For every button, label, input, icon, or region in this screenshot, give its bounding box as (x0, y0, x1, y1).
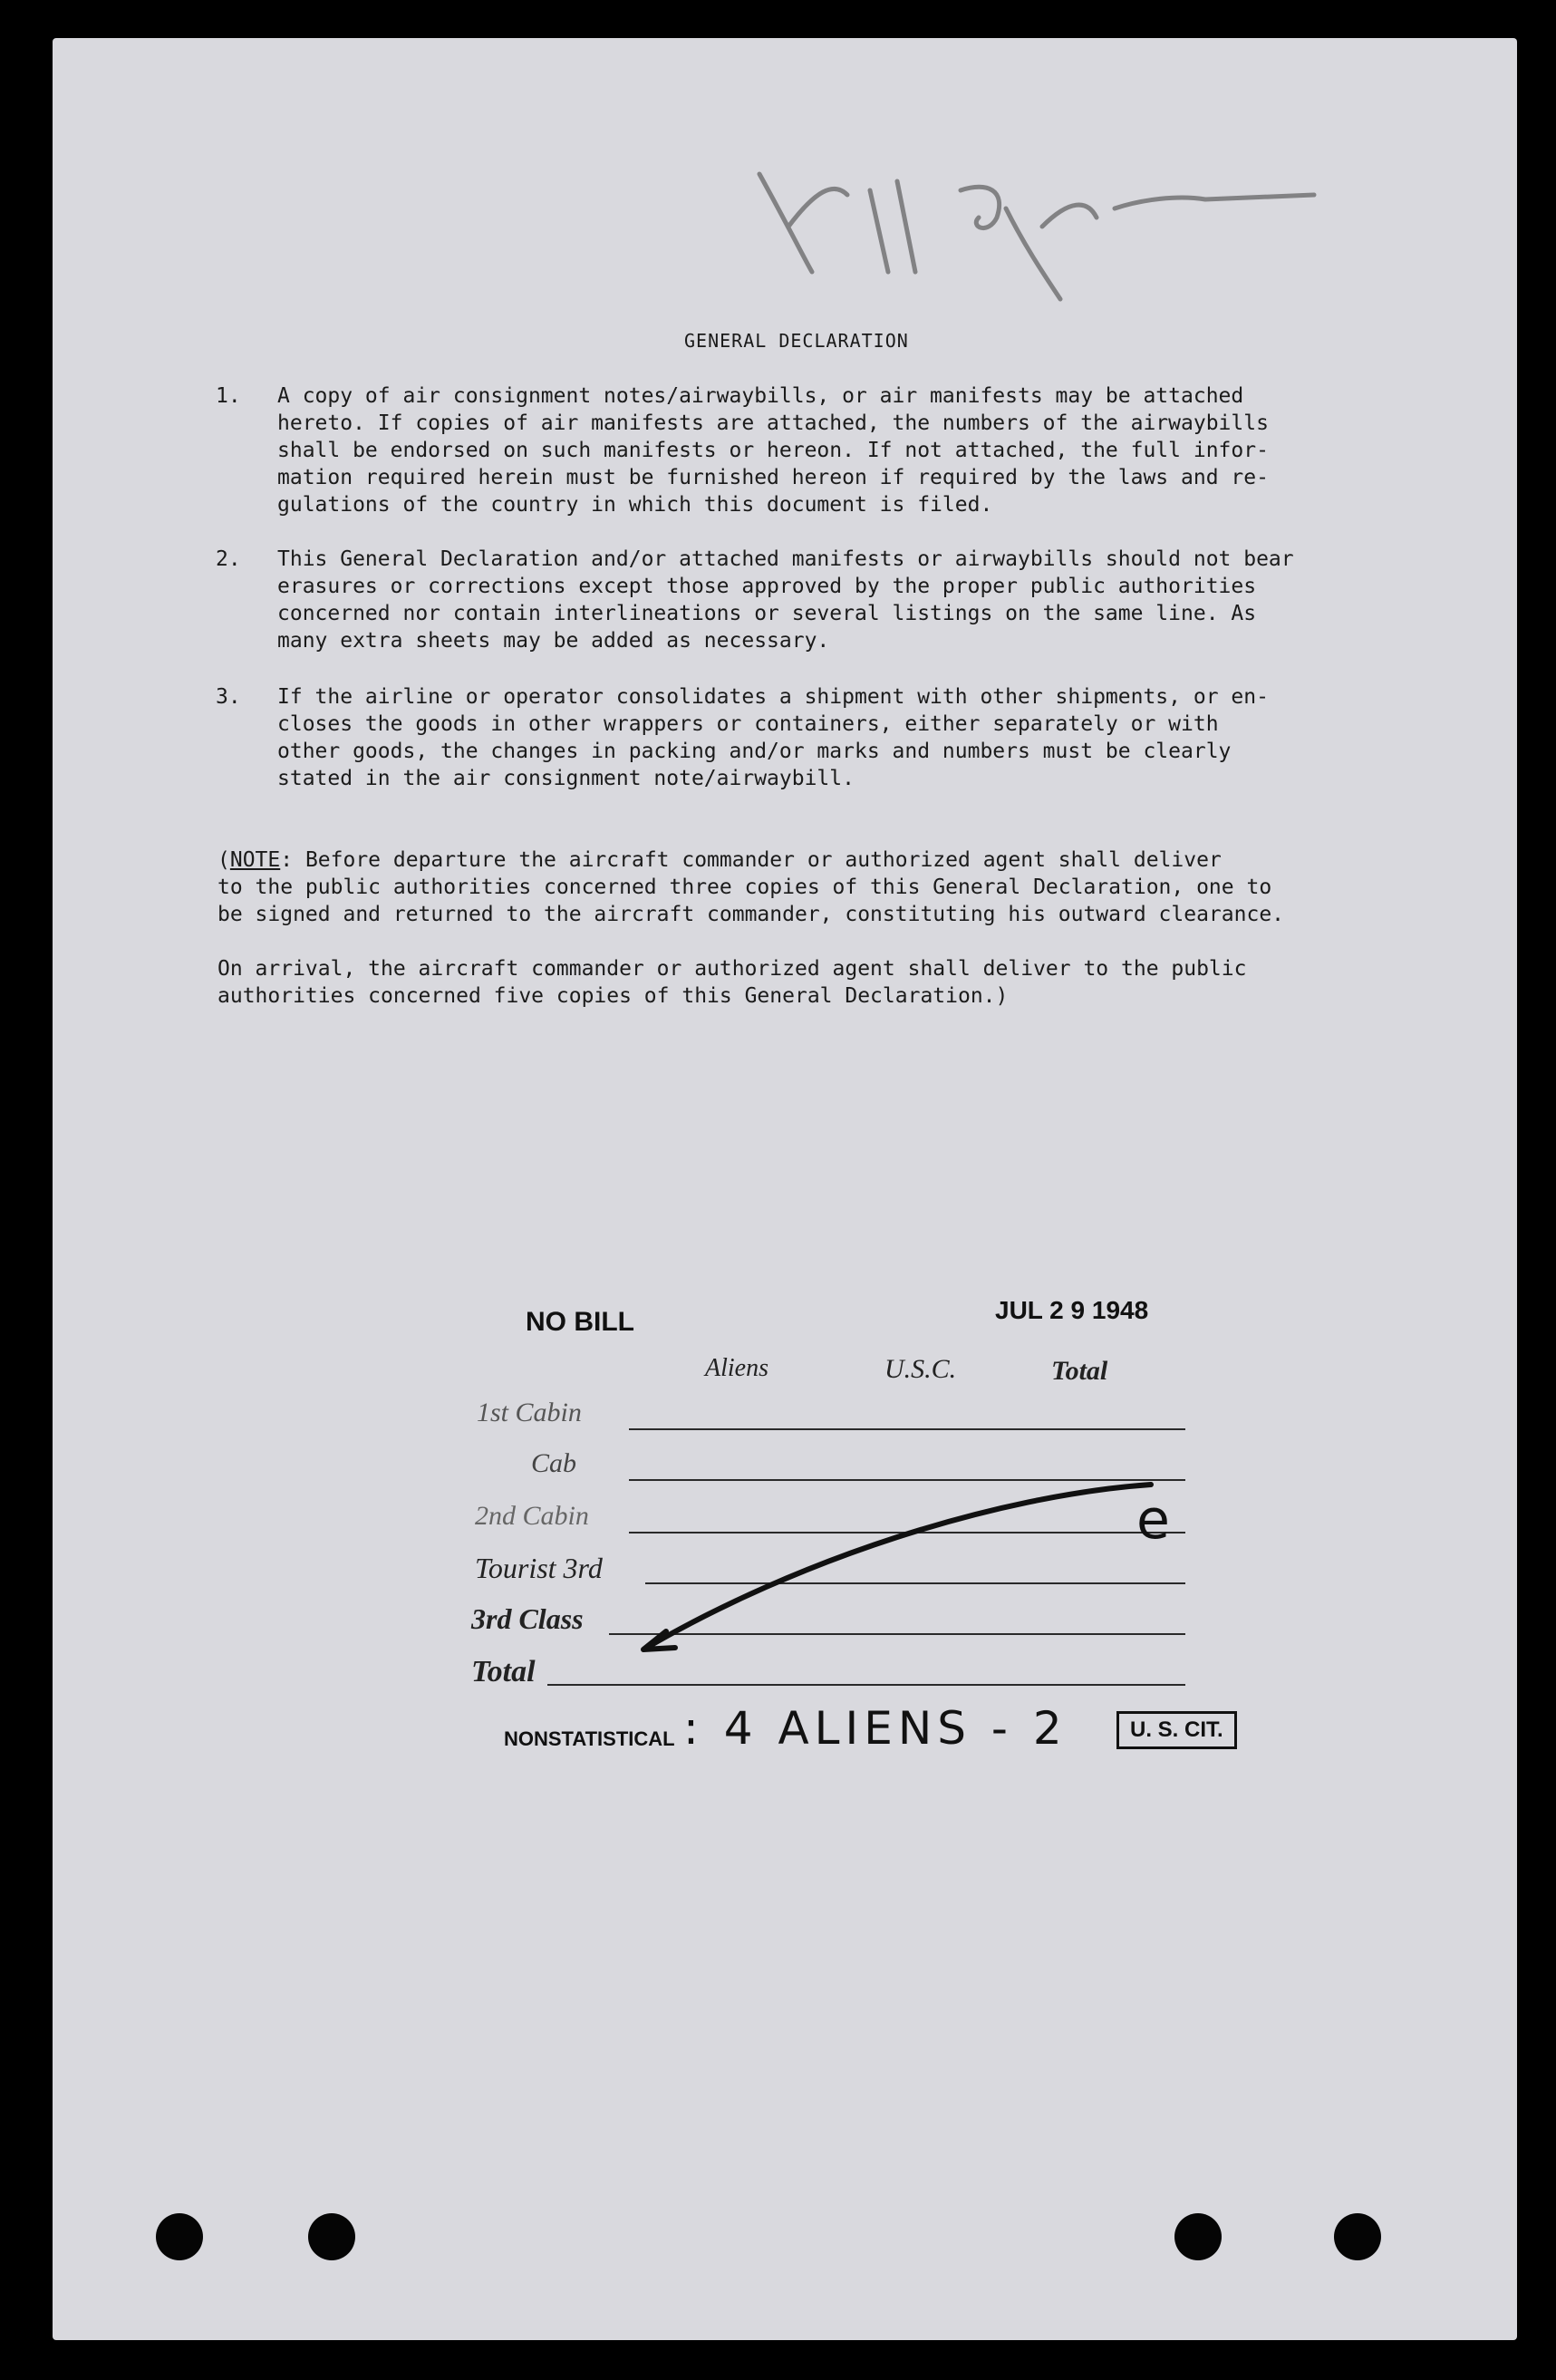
column-aliens: Aliens (705, 1354, 768, 1382)
note-label: NOTE (229, 848, 281, 872)
nonstatistical-handwritten: : 4 ALIENS - 2 (683, 1702, 1068, 1755)
row-2nd-cabin: 2nd Cabin (475, 1501, 589, 1531)
column-usc: U.S.C. (884, 1354, 957, 1384)
item-text: If the airline or operator consolidates a shipment with other shipments, or en- closes the goods in other wrappers or containers, either separately or with other goods, the changes in packing and/or marks and numbers must be clearly stated in the air consignment note/airwaybill. (277, 685, 1269, 790)
item-number: 1. (216, 384, 241, 408)
item-number: 2. (216, 547, 241, 571)
zero-mark-handwritten: e (1136, 1488, 1170, 1552)
item-number: 3. (216, 685, 241, 709)
arrival-paragraph: On arrival, the aircraft commander or authorized agent shall deliver to the public authorities concerned five copies of this General Declaration.) (217, 957, 1247, 1008)
row-cab: Cab (531, 1448, 577, 1478)
row-tourist-3rd: Tourist 3rd (475, 1552, 603, 1584)
row-3rd-class: 3rd Class (471, 1602, 584, 1635)
item-text: A copy of air consignment notes/airwaybills, or air manifests may be attached hereto. If copies of air manifests are attached, the numbers of the airwaybills shall be endorsed on such manifests or hereon. If not attached, the full infor- mation required herein must be furnished hereon if required by the laws and re- gulations of the country in which this document is filed. (277, 384, 1269, 517)
nonstatistical-label: NONSTATISTICAL (504, 1727, 675, 1750)
note-text: : Before departure the aircraft commander or authorized agent shall deliver to the public authorities concerned three copies of this General Declaration, one to be signed and returned to the aircraft commander, constituting his outward clearance. (217, 848, 1285, 926)
us-cit-box: U. S. CIT. (1116, 1711, 1237, 1749)
no-bill-stamp: NO BILL (526, 1307, 634, 1337)
cross-out-stroke (643, 1485, 1151, 1650)
row-1st-cabin: 1st Cabin (477, 1398, 582, 1427)
note-paragraph: (NOTE: Before departure the aircraft commander or authorized agent shall deliver to the public authorities concerned three copies of this General Declaration, one to be signed and returned to the aircraft commander, constituting his outward clearance. (217, 848, 1285, 926)
column-total: Total (1051, 1356, 1108, 1386)
signature (759, 174, 1314, 299)
row-total: Total (471, 1655, 536, 1688)
item-text: This General Declaration and/or attached manifests or airwaybills should not bear erasures or corrections except those approved by the proper public authorities concerned nor contain interlineations or several listings on the same line. As many extra sheets may be added as necessary. (277, 547, 1294, 653)
date-stamp: JUL 2 9 1948 (995, 1296, 1149, 1324)
document-title: GENERAL DECLARATION (684, 330, 909, 352)
